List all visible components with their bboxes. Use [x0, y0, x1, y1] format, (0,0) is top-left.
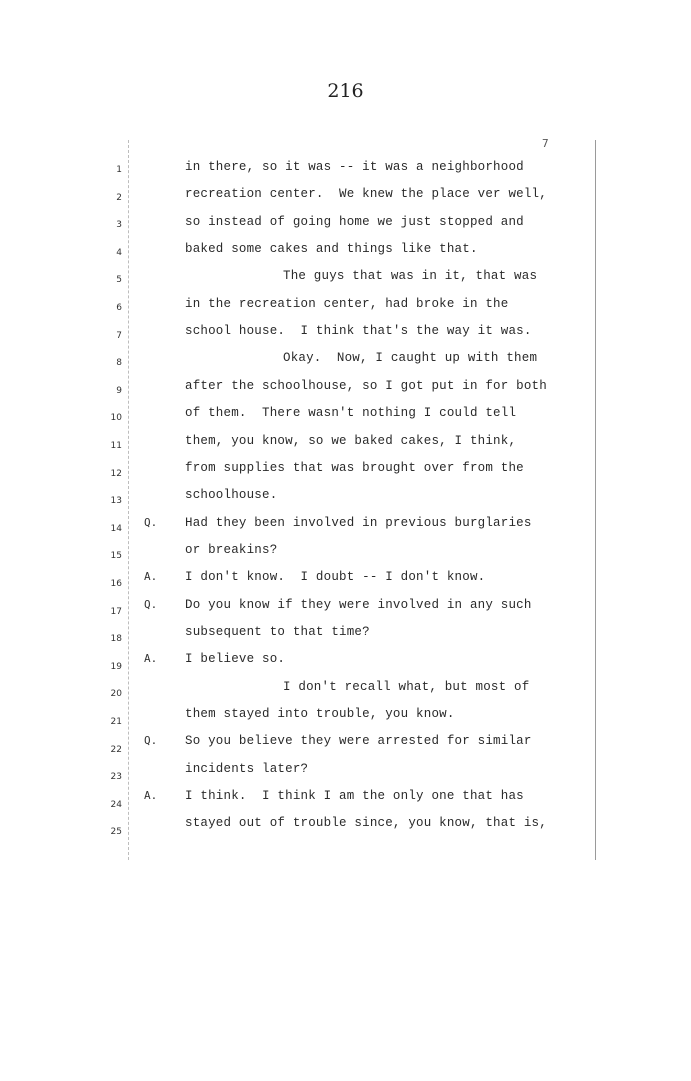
line-number: 23 [110, 772, 122, 783]
line-text: I think. I think I am the only one that has [185, 789, 524, 804]
line-number: 11 [110, 441, 122, 451]
transcript-line [0, 625, 691, 645]
line-number: 20 [110, 689, 122, 700]
line-text: in there, so it was -- it was a neighborhood [185, 160, 524, 174]
line-number: 7 [116, 330, 122, 341]
line-number: 9 [116, 385, 122, 396]
transcript-line [0, 242, 691, 262]
transcript-line [0, 324, 691, 344]
transcript-line [0, 734, 691, 754]
line-text: them stayed into trouble, you know. [185, 707, 455, 721]
transcript-line [0, 816, 691, 836]
line-text: in the recreation center, had broke in the [185, 296, 509, 311]
line-text: school house. I think that's the way it was. [185, 324, 532, 339]
transcript-line [0, 598, 691, 618]
line-number: 2 [116, 192, 122, 203]
transcript-line [0, 269, 691, 289]
transcript-line [0, 543, 691, 563]
transcript-line [0, 215, 691, 235]
page-number: 216 [327, 80, 364, 102]
transcript-line [0, 488, 691, 508]
line-text: of them. There wasn't nothing I could tell [185, 406, 517, 421]
line-number: 15 [110, 551, 122, 562]
speaker-label: Q. [144, 734, 158, 748]
line-text: so instead of going home we just stopped and [185, 214, 524, 229]
transcript-line [0, 160, 691, 180]
transcript-line [0, 461, 691, 481]
line-text: baked some cakes and things like that. [185, 242, 478, 257]
line-text: subsequent to that time? [185, 624, 370, 639]
line-text: I don't recall what, but most of [283, 679, 530, 694]
transcript-line [0, 379, 691, 399]
line-number: 5 [116, 275, 122, 286]
line-number: 13 [110, 496, 122, 507]
line-text: Do you know if they were involved in any such [185, 597, 532, 612]
transcript-line [0, 680, 691, 700]
line-number: 12 [110, 468, 122, 479]
line-number: 22 [110, 744, 122, 755]
transcript-line [0, 707, 691, 727]
line-text: I believe so. [185, 652, 286, 667]
line-number: 25 [110, 827, 122, 838]
line-number: 8 [116, 358, 122, 369]
line-text: from supplies that was brought over from the [185, 460, 524, 475]
transcript-line [0, 434, 691, 454]
speaker-label: A. [144, 789, 158, 803]
line-text: incidents later? [185, 761, 309, 776]
line-text: I don't know. I doubt -- I don't know. [185, 570, 486, 585]
transcript-line [0, 762, 691, 782]
transcript-line [0, 406, 691, 426]
transcript-line [0, 570, 691, 590]
speaker-label: Q. [144, 515, 158, 529]
line-number: 24 [110, 799, 122, 810]
line-number: 4 [116, 247, 122, 258]
line-text: them, you know, so we baked cakes, I think, [185, 433, 517, 448]
line-number: 6 [116, 303, 122, 313]
transcript-line [0, 516, 691, 536]
line-text: So you believe they were arrested for similar [185, 734, 532, 749]
line-text: after the schoolhouse, so I got put in for both [185, 378, 547, 393]
transcript-line [0, 789, 691, 809]
line-number: 3 [116, 220, 122, 231]
line-text: schoolhouse. [185, 488, 278, 503]
line-text: or breakins? [185, 542, 278, 557]
sub-page-number: 7 [542, 137, 549, 150]
speaker-label: A. [144, 570, 158, 584]
transcript-line [0, 351, 691, 371]
line-text: stayed out of trouble since, you know, that is, [185, 816, 547, 831]
line-text: recreation center. We knew the place ver well, [185, 187, 547, 202]
transcript-line [0, 297, 691, 317]
line-number: 21 [110, 717, 122, 727]
speaker-label: Q. [144, 597, 158, 611]
line-text: Had they been involved in previous burglaries [185, 515, 532, 530]
line-number: 17 [110, 606, 122, 617]
transcript-line [0, 652, 691, 672]
line-number: 16 [110, 579, 122, 589]
line-number: 1 [116, 165, 122, 175]
line-number: 19 [110, 661, 122, 672]
transcript-line [0, 187, 691, 207]
speaker-label: A. [144, 652, 158, 666]
line-number: 14 [110, 523, 122, 534]
line-number: 18 [110, 634, 122, 645]
line-number: 10 [110, 413, 122, 424]
line-text: Okay. Now, I caught up with them [283, 351, 538, 366]
line-text: The guys that was in it, that was [283, 269, 538, 284]
